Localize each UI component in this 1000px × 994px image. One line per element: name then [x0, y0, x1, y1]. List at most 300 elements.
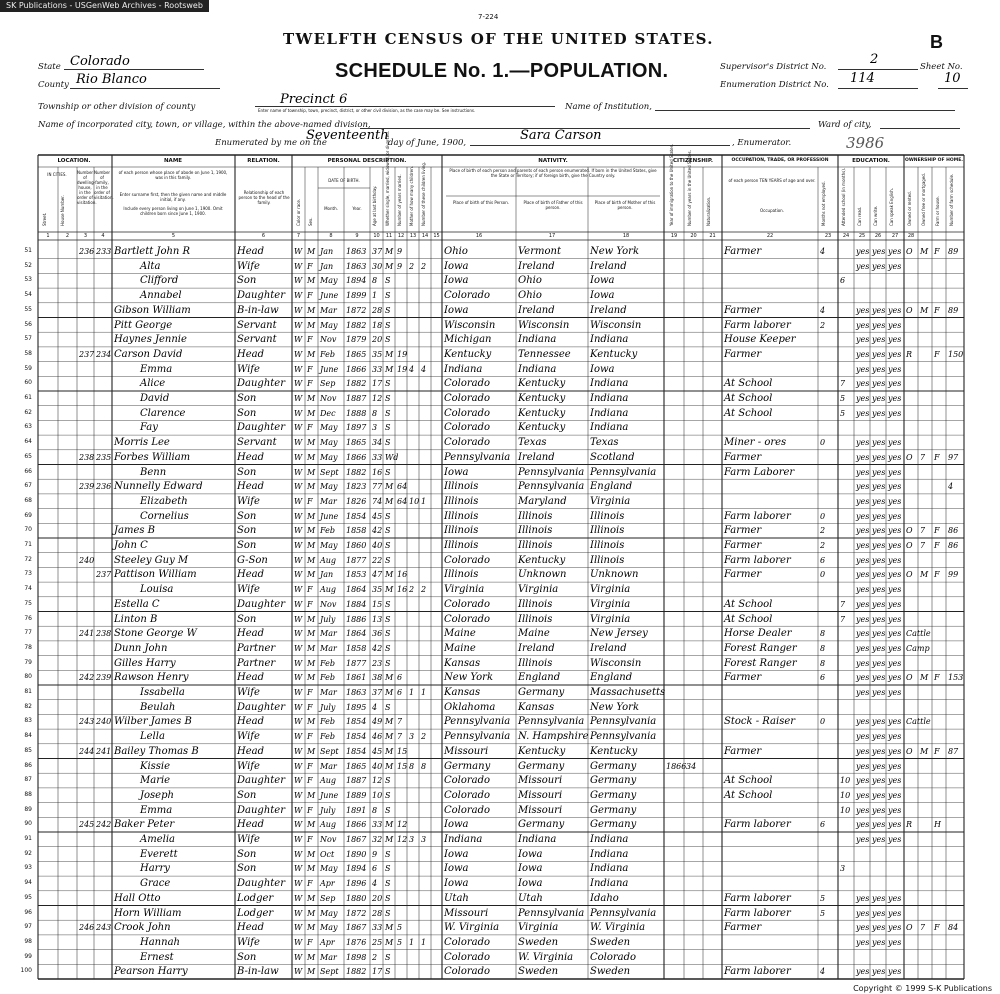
cell-sex: M [307, 864, 316, 874]
cell-age: 8 [372, 408, 378, 418]
cell-name: Steeley Guy M [114, 554, 189, 566]
column-number: 24 [842, 233, 850, 239]
cell-name: Harry [140, 863, 170, 875]
line-number: 54 [24, 291, 32, 299]
cell-month: Feb [320, 658, 335, 668]
cell-month: Jan [320, 261, 334, 271]
cell-mne: 2 [820, 320, 826, 330]
cell-w: yes [872, 261, 886, 271]
cell-fpob: Ireland [518, 260, 555, 272]
hdr-years-in-us: Number of years in the United States. [687, 150, 692, 226]
cell-mar: S [385, 658, 391, 668]
cell-year: 1897 [346, 423, 367, 433]
cell-mpob: Ireland [590, 642, 627, 654]
cell-r: yes [856, 247, 870, 256]
cell-fpob: Ohio [518, 290, 542, 302]
line-number: 56 [24, 320, 32, 328]
cell-e: yes [888, 526, 902, 536]
cell-own: O [906, 526, 913, 536]
cell-w: yes [872, 673, 886, 683]
cell-e: yes [888, 452, 902, 462]
cell-month: Mar [320, 643, 337, 653]
cell-r: yes [856, 643, 870, 653]
hdr-year: Year. [352, 206, 362, 211]
cell-name: Alta [140, 260, 161, 272]
cell-month: Mar [320, 305, 337, 315]
cell-mpob: Virginia [590, 495, 631, 507]
cell-name: Horn William [114, 907, 182, 919]
cell-ch: 3 [421, 835, 427, 844]
cell-name: Alice [140, 378, 166, 390]
hdr-location: LOCATION. [57, 158, 91, 164]
cell-age: 16 [372, 467, 383, 477]
cell-pob: Colorado [444, 554, 491, 566]
cell-mar: M [385, 585, 394, 595]
cell-year: 1886 [346, 614, 367, 624]
cell-mpob: Wisconsin [590, 319, 642, 331]
cell-own: O [906, 305, 913, 315]
line-number: 92 [24, 849, 32, 857]
cell-color: W [294, 761, 303, 771]
cell-own: O [906, 746, 913, 756]
cell-mar: M [385, 349, 394, 359]
cell-age: 3 [372, 423, 378, 433]
cell-sex: M [307, 849, 316, 859]
cell-year: 1867 [346, 835, 367, 844]
cell-name: Pitt George [114, 319, 173, 331]
cell-sex: F [307, 496, 313, 506]
cell-sch: 5 [840, 408, 846, 418]
cell-year: 1891 [346, 805, 367, 815]
cell-mar: M [385, 688, 394, 697]
cell-mar: S [385, 629, 391, 639]
cell-ch: 4 [421, 364, 427, 374]
hdr-can-write: Can write. [873, 205, 878, 226]
cell-year: 1880 [346, 893, 367, 903]
cell-sex: M [307, 923, 316, 933]
cell-age: 1 [372, 291, 378, 301]
cell-year: 1865 [346, 761, 367, 771]
cell-sch: 10 [840, 805, 851, 815]
cell-occ: Forest Ranger [724, 642, 797, 654]
line-number: 78 [24, 643, 32, 651]
cell-w: yes [872, 658, 886, 668]
cell-fpob: Pennsylvania [518, 466, 585, 478]
cell-e: yes [888, 335, 902, 345]
county-value: Rio Blanco [76, 72, 147, 87]
cell-fpob: Germany [518, 819, 565, 831]
cell-sex: M [307, 746, 316, 756]
line-number: 77 [24, 629, 32, 637]
cell-r: yes [856, 673, 870, 683]
cell-dw: 246 [79, 923, 95, 933]
hdr-months-not-employed: Months not employed. [821, 181, 826, 226]
cell-age: 47 [372, 570, 383, 580]
cell-e: yes [888, 305, 902, 315]
cell-year: 1866 [346, 820, 367, 830]
cell-age: 20 [372, 893, 383, 903]
cell-r: yes [856, 320, 870, 330]
cell-rel: Head [237, 672, 265, 684]
line-number: 69 [24, 511, 32, 519]
cell-fpob: Pennsylvania [518, 481, 585, 493]
line-number: 91 [24, 835, 32, 842]
cell-mpob: Ireland [590, 304, 627, 316]
cell-r: yes [856, 511, 870, 521]
cell-mpob: Virginia [590, 598, 631, 610]
cell-name: Pattison William [114, 569, 197, 581]
hdr-month: Month. [324, 206, 338, 211]
cell-ym: 6 [397, 688, 403, 697]
cell-mar: S [385, 702, 391, 712]
cell-rel: Head [237, 481, 265, 493]
cell-fam: 239 [96, 673, 112, 683]
cell-month: Jan [320, 570, 334, 580]
hdr-years-married: Number of years married. [397, 174, 402, 226]
cell-pob: Indiana [444, 363, 483, 375]
cell-ym: 15 [397, 761, 408, 771]
cell-sex: F [307, 599, 313, 609]
cell-pob: Illinois [444, 495, 479, 507]
cell-color: W [294, 643, 303, 653]
cell-own: O [906, 247, 913, 256]
cell-month: May [320, 423, 338, 433]
cell-year: 1882 [346, 467, 367, 477]
cell-mar: S [385, 291, 391, 301]
cell-mar: S [385, 335, 391, 345]
cell-sc: 99 [948, 570, 959, 580]
cell-sex: M [307, 820, 316, 830]
line-number: 76 [24, 614, 32, 622]
cell-color: W [294, 673, 303, 683]
cell-color: W [294, 394, 303, 403]
cell-w: yes [872, 305, 886, 315]
cell-w: yes [872, 526, 886, 536]
cell-rel: B-in-law [237, 304, 279, 316]
cell-ch: 1 [421, 688, 427, 697]
cell-rel: Son [237, 525, 257, 537]
cell-mo: 4 [409, 364, 415, 374]
cell-fpob: Pennsylvania [518, 716, 585, 728]
cell-fpob: Illinois [518, 613, 553, 625]
cell-age: 18 [372, 320, 383, 330]
cell-mpob: Kentucky [590, 745, 638, 757]
cell-occ: At School [724, 789, 773, 801]
cell-mpob: Indiana [590, 422, 629, 434]
cell-sex: M [307, 482, 316, 492]
state-value: Colorado [70, 54, 130, 69]
cell-fpob: Ireland [518, 642, 555, 654]
cell-e: yes [888, 658, 902, 668]
cell-rel: Partner [237, 642, 276, 654]
cell-color: W [294, 614, 303, 624]
line-number: 58 [24, 349, 32, 357]
cell-pob: Germany [444, 760, 491, 772]
cell-occ: Farm laborer [724, 966, 791, 978]
cell-color: W [294, 849, 303, 859]
cell-color: W [294, 629, 303, 639]
hdr-pob-person: Place of birth of this Person. [452, 200, 510, 205]
hdr-pob-father: Place of birth of Father of this person. [523, 200, 583, 210]
cell-mpob: Germany [590, 775, 637, 787]
cell-fm: 7 [920, 923, 926, 933]
cell-rel: Son [237, 863, 257, 875]
cell-fpob: Maryland [518, 495, 567, 507]
cell-fm: M [920, 673, 929, 683]
cell-color: W [294, 291, 303, 301]
cell-w: yes [872, 394, 886, 403]
cell-w: yes [872, 555, 886, 565]
cell-fpob: Unknown [518, 569, 567, 581]
cell-name: James B [114, 525, 156, 537]
cell-ym: 19 [397, 364, 408, 374]
cell-e: yes [888, 643, 902, 653]
cell-month: Apr [320, 937, 335, 947]
cell-e: yes [888, 923, 902, 933]
line-number: 82 [24, 702, 32, 710]
line-number: 53 [24, 276, 32, 284]
cell-sex: F [307, 688, 313, 697]
cell-sex: F [307, 291, 313, 301]
column-number: 15 [433, 233, 440, 239]
cell-name: Emma [140, 804, 173, 816]
cell-fm: M [920, 305, 929, 315]
cell-month: Mar [320, 761, 337, 771]
cell-rel: Daughter [237, 775, 285, 787]
cell-pob: W. Virginia [444, 922, 500, 934]
cell-age: 40 [372, 541, 383, 550]
cell-year: 1863 [346, 688, 367, 697]
cell-mpob: Virginia [590, 613, 631, 625]
cell-r: yes [856, 776, 870, 786]
cell-fh: F [934, 570, 940, 580]
cell-name: Annabel [140, 290, 182, 302]
cell-color: W [294, 467, 303, 477]
cell-name: Louisa [140, 584, 174, 596]
cell-rel: Head [237, 628, 265, 640]
column-number: 1 [46, 233, 50, 239]
cell-sex: M [307, 643, 316, 653]
cell-own: O [906, 452, 913, 462]
cell-fpob: Pennsylvania [518, 907, 585, 919]
column-number: 25 [858, 233, 866, 239]
cell-name: Pearson Harry [114, 966, 188, 978]
hdr-owned-rented: Owned or rented. [907, 191, 912, 226]
cell-name: Bailey Thomas B [114, 745, 199, 757]
cell-fam: 243 [96, 923, 112, 933]
cell-mar: S [385, 320, 391, 330]
cell-occ: Farm laborer [724, 510, 791, 522]
cell-ym: 5 [397, 937, 403, 947]
hdr-attended-school: Attended school (in months). [841, 167, 846, 226]
cell-name: Kissie [140, 760, 171, 772]
cell-mpob: England [590, 481, 633, 493]
cell-fpob: Illinois [518, 525, 553, 537]
cell-w: yes [872, 746, 886, 756]
cell-e: yes [888, 320, 902, 330]
cell-r: yes [856, 349, 870, 359]
cell-occ: Miner - ores [724, 437, 787, 449]
cell-w: yes [872, 599, 886, 609]
cell-r: yes [856, 599, 870, 609]
cell-rel: Head [237, 716, 265, 728]
cell-year: 1872 [346, 908, 367, 918]
cell-occ: Farmer [724, 745, 762, 757]
cell-w: yes [872, 511, 886, 521]
cell-sex: M [307, 967, 316, 977]
cell-month: Sep [320, 893, 336, 903]
line-number: 74 [24, 585, 32, 593]
cell-year: 1882 [346, 320, 367, 330]
cell-rel: Wife [237, 363, 260, 375]
cell-fpob: Iowa [518, 863, 543, 875]
cell-w: yes [872, 570, 886, 580]
cell-name: Everett [140, 848, 178, 860]
cell-occ: Farm laborer [724, 554, 791, 566]
cell-color: W [294, 893, 303, 903]
cell-pob: Colorado [444, 407, 491, 419]
cell-own: Cattle [906, 629, 931, 639]
cell-age: 45 [372, 746, 383, 756]
cell-name: Cornelius [140, 510, 189, 522]
cell-r: yes [856, 482, 870, 492]
cell-occ: House Keeper [724, 334, 796, 346]
cell-color: W [294, 247, 303, 256]
cell-occ: Farmer [724, 246, 762, 257]
cell-sc: 153 [948, 673, 964, 683]
cell-fam: 237 [96, 570, 112, 580]
cell-fpob: Kentucky [518, 745, 566, 757]
hdr-education: EDUCATION. [852, 158, 890, 164]
cell-ym: 19 [397, 349, 408, 359]
cell-e: yes [888, 629, 902, 639]
cell-mo: 2 [409, 261, 415, 271]
cell-mne: 4 [820, 967, 826, 977]
cell-mar: M [385, 496, 394, 506]
cell-ch: 1 [421, 496, 427, 506]
cell-mpob: Sweden [590, 966, 631, 978]
line-number: 72 [24, 555, 32, 563]
cell-mpob: England [590, 672, 633, 684]
cell-month: Dec [320, 408, 336, 418]
cell-fpob: Virginia [518, 584, 559, 596]
corner-letter: B [930, 32, 943, 52]
cell-mpob: Indiana [590, 848, 629, 860]
copyright-notice: Copyright © 1999 S-K Publications [853, 984, 992, 993]
cell-year: 1867 [346, 923, 367, 933]
cell-pob: Colorado [444, 951, 491, 963]
cell-occ: Farmer [724, 525, 762, 537]
cell-w: yes [872, 452, 886, 462]
cell-pob: Colorado [444, 789, 491, 801]
cell-occ: At School [724, 407, 773, 419]
cell-age: 28 [372, 305, 383, 315]
enumerated-label: Enumerated by me on the [215, 138, 327, 148]
cell-rel: Son [237, 275, 257, 287]
cell-e: yes [888, 394, 902, 403]
cell-e: yes [888, 467, 902, 477]
cell-name: Lella [140, 731, 165, 743]
cell-r: yes [856, 467, 870, 477]
cell-pob: Indiana [444, 834, 483, 845]
column-number: 18 [622, 233, 630, 239]
cell-year: 1887 [346, 394, 367, 403]
cell-rel: Lodger [237, 907, 274, 919]
hdr-naturalization: Naturalization. [706, 196, 711, 226]
cell-r: yes [856, 937, 870, 947]
cell-month: May [320, 482, 338, 492]
cell-rel: Wife [237, 260, 260, 272]
cell-fpob: Indiana [518, 834, 557, 845]
cell-ch: 8 [421, 761, 427, 771]
cell-year: 1865 [346, 438, 367, 448]
cell-pob: Kansas [444, 657, 481, 669]
cell-year: 1899 [346, 291, 367, 301]
cell-e: yes [888, 570, 902, 580]
cell-sex: M [307, 349, 316, 359]
cell-mpob: Pennsylvania [590, 731, 657, 743]
cell-sex: M [307, 555, 316, 565]
cell-r: yes [856, 452, 870, 462]
cell-month: Jan [320, 247, 334, 256]
line-number: 67 [24, 482, 32, 490]
column-number: 10 [373, 233, 380, 239]
column-number: 21 [709, 233, 716, 239]
cell-e: yes [888, 967, 902, 977]
cell-color: W [294, 305, 303, 315]
cell-pob: Colorado [444, 804, 491, 816]
cell-own: O [906, 673, 913, 683]
cell-color: W [294, 511, 303, 521]
cell-e: yes [888, 349, 902, 359]
cell-rel: B-in-law [237, 966, 279, 978]
cell-fpob: Missouri [518, 804, 563, 816]
cell-month: Feb [320, 717, 335, 727]
cell-pob: Colorado [444, 936, 491, 948]
cell-mar: M [385, 761, 394, 771]
cell-pob: Illinois [444, 525, 479, 537]
hdr-house-number: House Number. [60, 195, 65, 226]
cell-name: Amelia [140, 834, 175, 845]
cell-sex: M [307, 570, 316, 580]
cell-mar: M [385, 673, 394, 683]
cell-age: 13 [372, 614, 383, 624]
cell-r: yes [856, 908, 870, 918]
cell-mar: S [385, 526, 391, 536]
cell-mne: 2 [820, 526, 826, 536]
cell-color: W [294, 364, 303, 374]
line-number: 98 [24, 937, 32, 945]
cell-sex: F [307, 805, 313, 815]
cell-mpob: Illinois [590, 525, 625, 537]
cell-month: Aug [320, 555, 337, 565]
cell-sch: 5 [840, 394, 846, 403]
cell-age: 15 [372, 599, 383, 609]
line-number: 59 [24, 364, 32, 372]
cell-pob: Pennsylvania [444, 451, 511, 463]
cell-r: yes [856, 732, 870, 742]
cell-sex: M [307, 908, 316, 918]
column-number: 12 [397, 233, 405, 239]
cell-occ: Farm laborer [724, 907, 791, 919]
cell-pob: Colorado [444, 378, 491, 390]
cell-fm: M [920, 247, 929, 256]
cell-ym: 9 [397, 261, 403, 271]
cell-e: yes [888, 482, 902, 492]
cell-color: W [294, 879, 303, 889]
cell-w: yes [872, 717, 886, 727]
cell-sch: 7 [840, 614, 846, 624]
